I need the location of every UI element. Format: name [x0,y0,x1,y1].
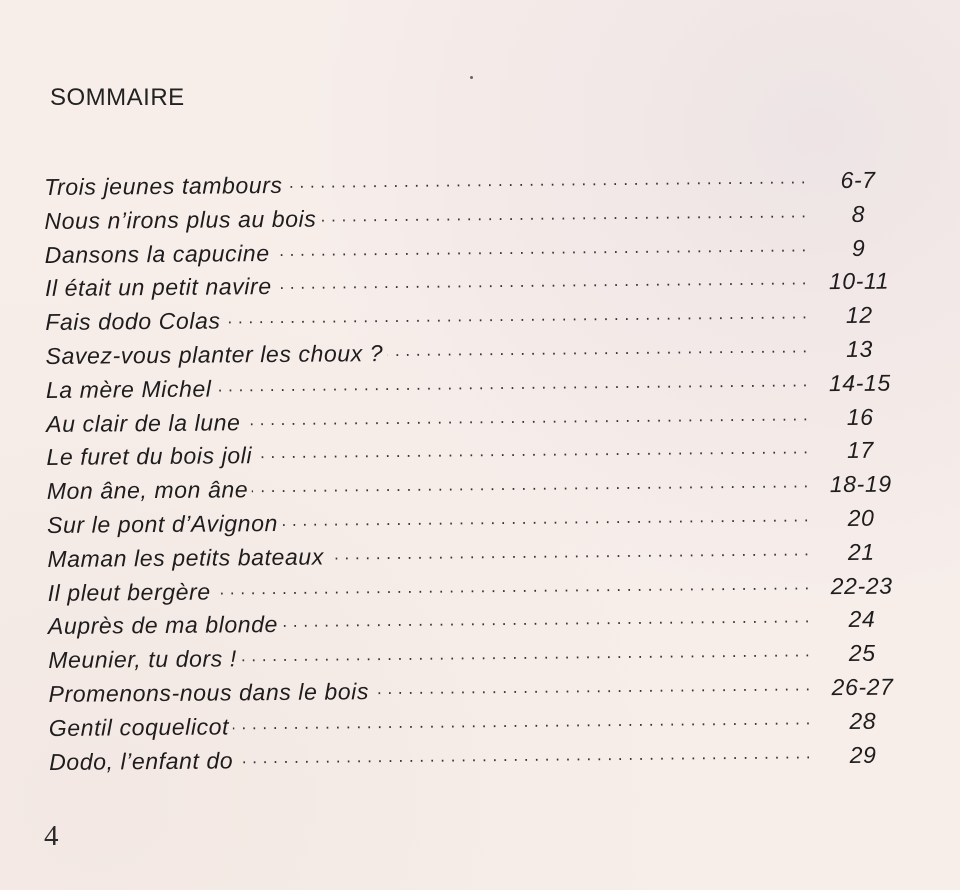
dot-leader [282,605,810,633]
ink-speck [470,76,473,79]
toc-entry-title: Il était un petit navire [44,273,272,302]
dot-leader [256,436,809,464]
dot-leader [233,706,811,734]
toc-entry-pages: 17 [846,437,874,464]
dot-leader [320,199,806,226]
toc-entry-pages: 8 [851,200,866,227]
dot-leader [274,233,807,261]
toc-entry-pages: 9 [851,234,866,261]
toc-entry-title: Fais dodo Colas [45,307,221,336]
toc-entry-title: Savez-vous planter les choux ? [45,340,384,369]
table-of-contents [44,164,909,780]
toc-entry-title: La mère Michel [45,375,212,403]
toc-entry-title: Au clair de la lune [46,408,241,437]
toc-entry [49,739,909,780]
toc-entry-title: Gentil coquelicot [48,713,230,741]
dot-leader [276,267,808,295]
toc-entry-title: Sur le pont d’Avignon [46,509,279,538]
toc-entry-title: Le furet du bois joli [46,442,253,471]
toc-entry-pages: 18-19 [829,470,892,498]
toc-entry-pages: 25 [848,639,876,667]
toc-entry-pages: 14-15 [828,369,891,396]
toc-entry-title: Maman les petits bateaux [47,543,324,572]
toc-entry-title: Trois jeunes tambours [44,171,283,200]
toc-entry-pages: 26-27 [831,673,894,701]
dot-leader [241,638,811,666]
toc-entry-pages: 29 [849,741,877,768]
dot-leader [215,368,808,396]
page-number: 4 [44,820,59,852]
dot-leader [373,672,811,699]
toc-entry-pages: 28 [849,707,877,734]
dot-leader [215,571,810,599]
dot-leader [286,165,806,193]
toc-entry-pages: 20 [847,504,875,531]
toc-entry-pages: 24 [848,606,876,633]
page-title: SOMMAIRE [50,84,185,111]
toc-entry-pages: 12 [845,301,873,329]
toc-entry-title: Promenons-nous dans le bois [48,678,370,707]
toc-entry-title: Dansons la capucine [44,239,270,268]
dot-leader [224,301,807,329]
dot-leader [244,402,808,430]
toc-entry-pages: 6-7 [840,166,876,194]
dot-leader [237,740,811,768]
toc-entry-title: Nous n’irons plus au bois [44,205,317,234]
dot-leader [252,470,809,498]
toc-entry-pages: 10-11 [828,268,890,295]
toc-entry-title: Meunier, tu dors ! [48,645,237,674]
toc-entry-title: Mon âne, mon âne [46,476,249,505]
toc-entry-pages: 22-23 [830,572,893,599]
toc-entry-pages: 16 [846,403,874,430]
dot-leader [387,334,808,361]
toc-entry-title: Il pleut bergère [47,578,211,606]
dot-leader [282,503,809,531]
toc-entry-title: Dodo, l’enfant do [49,746,234,775]
dot-leader [328,537,810,564]
toc-entry-pages: 13 [846,335,874,362]
toc-entry-title: Auprès de ma blonde [47,611,279,640]
toc-entry-pages: 21 [847,538,875,565]
